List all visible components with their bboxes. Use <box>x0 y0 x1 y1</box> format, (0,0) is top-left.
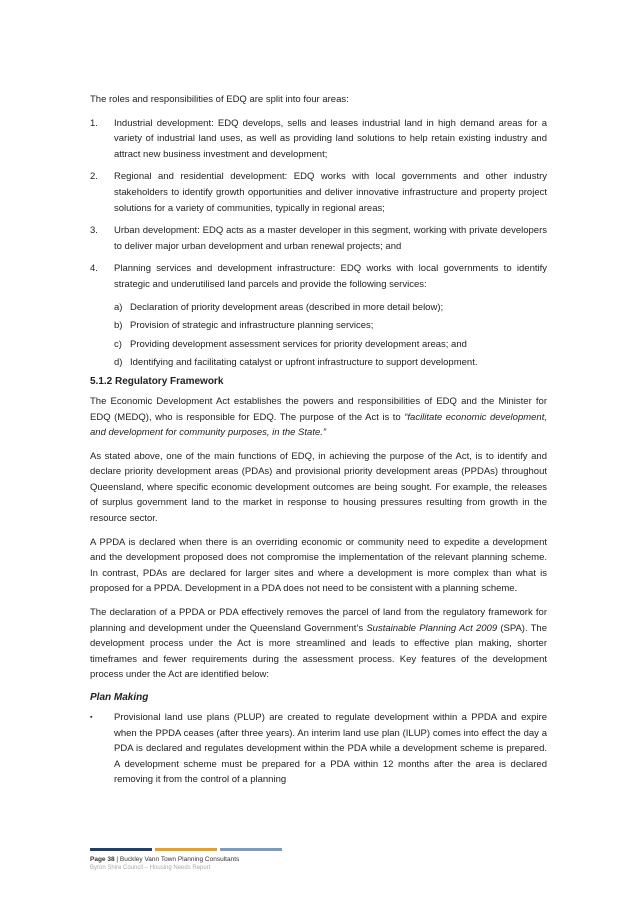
page-number: Page 38 <box>90 856 115 863</box>
list-text: Industrial development: EDQ develops, sells and leases industrial land in high demand areas for a variety of industrial land uses, as well as providing land solutions to help retain existing industry and attract new business investment and development; <box>114 117 547 160</box>
paragraph-text: (SPA). The development process under the Act is more streamlined and leads to effective plan making, shorter timeframes and fewer requirements during the assessment process. Key features of the development process under the Act are identified below: <box>90 622 547 681</box>
footer-bar-navy <box>90 848 152 851</box>
list-text: Declaration of priority development areas (described in more detail below); <box>130 301 444 313</box>
bullet-item <box>90 710 547 788</box>
intro-text: The roles and responsibilities of EDQ are split into four areas: <box>90 94 349 105</box>
list-number: 2. <box>90 171 98 183</box>
list-text: Regional and residential development: EDQ works with local governments and other industry stakeholders to identify growth opportunities and deliver innovative infrastructure and property project solutions for a variety of communities, typically in regional areas; <box>114 171 547 214</box>
page-content <box>90 92 547 788</box>
square-bullet-icon: ▪ <box>90 714 93 721</box>
list-item <box>114 300 547 316</box>
list-item <box>90 116 547 163</box>
paragraph-act-purpose <box>90 394 547 441</box>
paragraph-pda-functions: As stated above, one of the main functions of EDQ, in achieving the purpose of the Act, is to identify and declare priority development areas (PDAs) and provisional priority development areas (PPDAs) throughout Queensland, where specific economic development outcomes are being sought. For example, the releases of surplus government land to the market in response to housing pressures resulting from growth in the resource sector. <box>90 450 547 525</box>
list-number: 3. <box>90 225 98 237</box>
list-item <box>90 169 547 216</box>
footer-bar-blue <box>220 848 282 851</box>
list-letter: d) <box>114 357 123 369</box>
list-item <box>90 223 547 254</box>
act-title: Sustainable Planning Act 2009 <box>366 622 498 634</box>
list-letter: b) <box>114 320 123 332</box>
list-item <box>114 318 547 334</box>
list-item <box>114 337 547 353</box>
services-list <box>114 300 547 371</box>
paragraph-text: The Economic Development Act establishes the powers and responsibilities of EDQ and the Minister for EDQ (MEDQ), who is responsible for EDQ. The purpose of the Act is to <box>90 395 547 423</box>
footer-page-info <box>90 855 282 864</box>
subheading-plan-making: Plan Making <box>90 692 149 703</box>
list-text: Provision of strategic and infrastructure planning services; <box>130 320 374 332</box>
list-text: Providing development assessment services for priority development areas; and <box>130 338 467 350</box>
list-text: Identifying and facilitating catalyst or upfront infrastructure to support development. <box>130 357 478 369</box>
paragraph-ppda-definition: A PPDA is declared when there is an overriding economic or community need to expedite a development and the development proposed does not compromise the implementation of the relevant planning scheme. In contrast, PDAs are declared for larger sites and where a development is more complex than what is proposed for a PPDA. Development in a PDA does not need to be consistent with a planning scheme. <box>90 536 547 595</box>
list-number: 1. <box>90 117 98 129</box>
section-heading: 5.1.2 Regulatory Framework <box>90 375 224 387</box>
quote-text: “facilitate economic development, and development for community purposes, in the State.” <box>90 411 547 439</box>
report-title: Byron Shire Council – Housing Needs Report <box>90 865 211 871</box>
footer-bar-orange <box>155 848 217 851</box>
list-letter: a) <box>114 301 123 313</box>
company-name: Buckley Vann Town Planning Consultants <box>119 856 240 863</box>
list-letter: c) <box>114 338 122 350</box>
list-number: 4. <box>90 263 98 275</box>
list-item <box>114 355 547 371</box>
footer-separator: | <box>114 856 120 863</box>
edq-areas-list <box>90 116 547 293</box>
footer-color-bars <box>90 848 282 851</box>
paragraph-declaration <box>90 605 547 683</box>
list-text: Planning services and development infrastructure: EDQ works with local governments to identify strategic and underutilised land parcels and provide the following services: <box>114 263 547 290</box>
page-footer <box>90 848 282 872</box>
paragraph-text: The declaration of a PPDA or PDA effectively removes the parcel of land from the regulatory framework for planning and development under the Queensland Government’s <box>90 607 547 634</box>
bullet-text: Provisional land use plans (PLUP) are created to regulate development within a PPDA and expire when the PPDA ceases (after three years). An interim land use plan (ILUP) comes into effect the day a PDA is declared and regulates development within the PDA while a development scheme is prepared. A development scheme must be prepared for a PDA within 12 months after the area is declared removing it from the control of a planning <box>114 712 547 786</box>
list-text: Urban development: EDQ acts as a master developer in this segment, working with private developers to deliver major urban development and urban renewal projects; and <box>114 225 547 252</box>
list-item <box>90 261 547 292</box>
